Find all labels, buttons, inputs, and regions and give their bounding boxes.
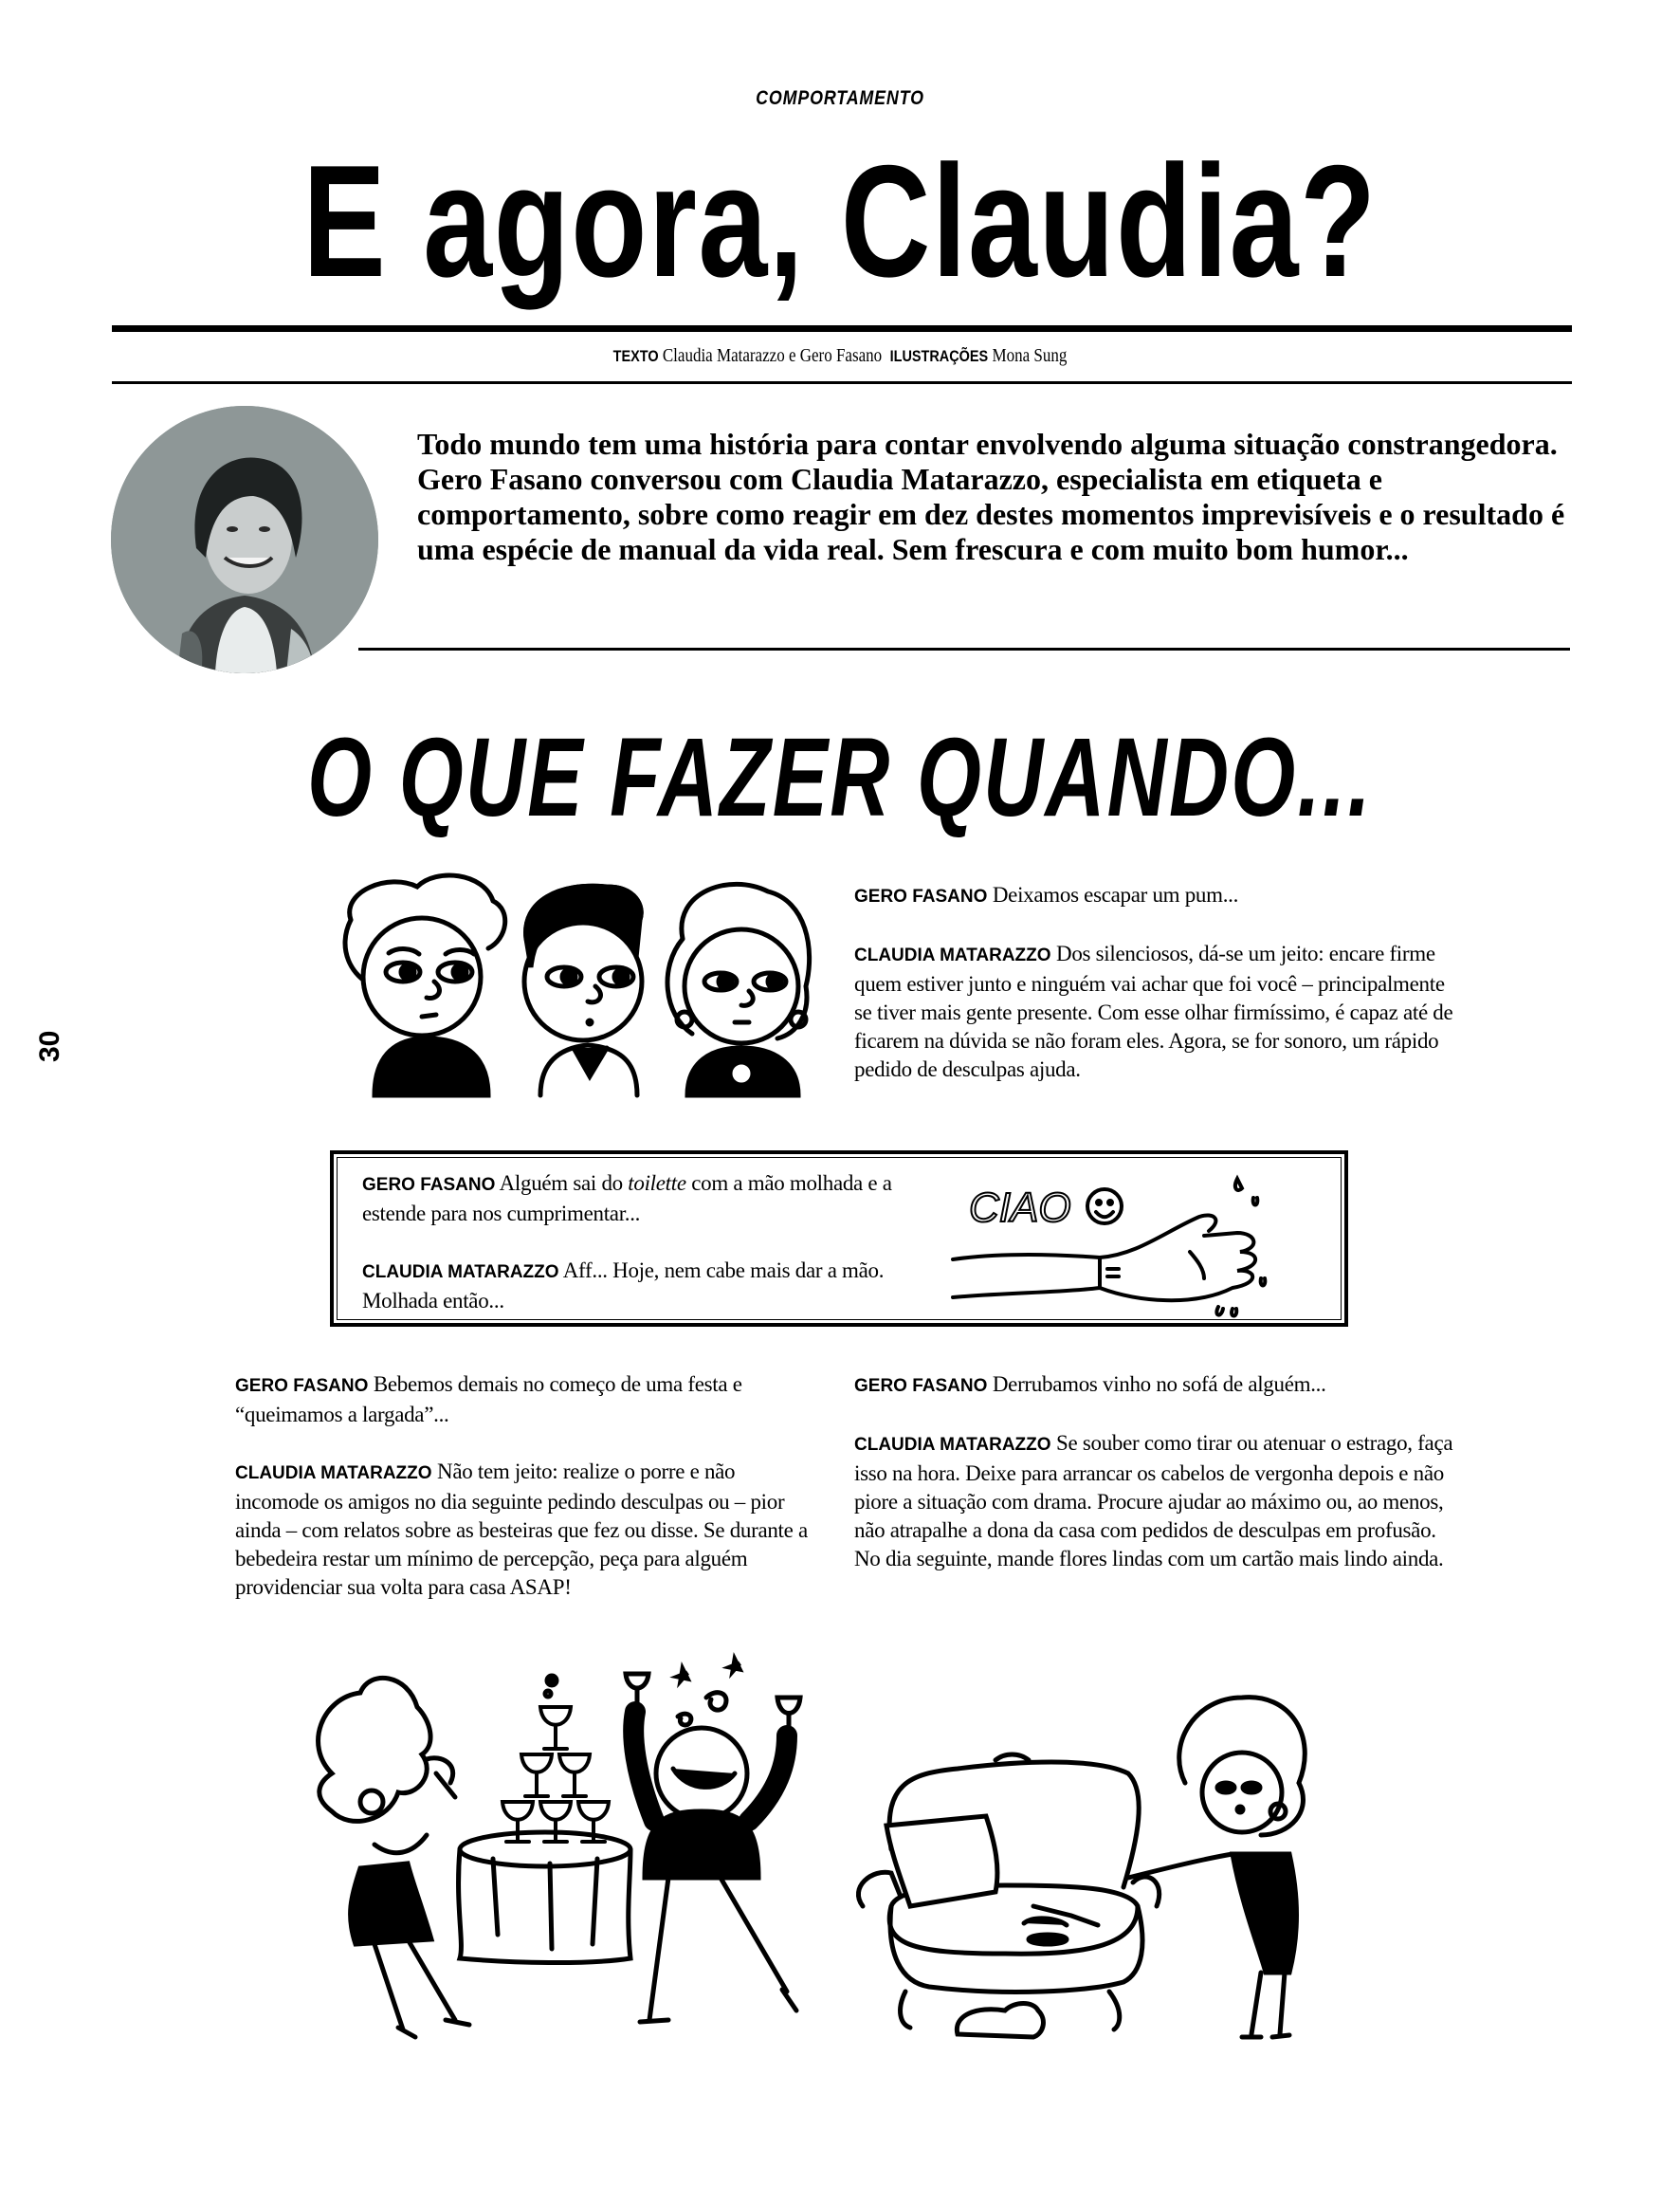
title-divider [112,325,1572,332]
answer-speaker: CLAUDIA MATARAZZO [854,1435,1051,1455]
party-drinking-illustration [303,1631,834,2058]
byline-illustration-label: ILUSTRAÇÕES [889,347,989,365]
qa-item-2 [362,1169,893,1344]
page-title: E agora, Claudia? [302,132,1378,310]
wet-hand-illustration [948,1165,1327,1321]
answer-text: Dos silenciosos, dá-se um jeito: encare firme quem estiver junto e ninguém vai achar que foi você – principalmente se tiver mais gente presente. Com esse olhar firmíssimo, é capaz até de ficarem na dúvida se não foram eles. Agora, se for sonoro, um rápido pedido de desculpas ajuda. [854,942,1453,1081]
answer-text: Não tem jeito: realize o porre e não incomode os amigos no dia seguinte pedindo desculpas ou – pior ainda – com relatos sobre as besteiras que fez ou disse. Se durante a bebedeira restar um mínimo de percepção, peça para alguém providenciar sua volta para casa ASAP! [235,1460,808,1599]
answer-speaker: CLAUDIA MATARAZZO [854,946,1051,965]
answer-speaker: CLAUDIA MATARAZZO [235,1463,432,1483]
answer-text: Aff... Hoje, nem cabe mais dar a mão. Molhada então... [362,1258,885,1313]
qa-item-3 [235,1370,823,1630]
qa-item-4 [854,1370,1461,1602]
question-speaker: GERO FASANO [235,1376,369,1396]
question-text: Deixamos escapar um pum... [992,883,1239,907]
question-text-italic: toilette [628,1171,686,1195]
byline-illustrator: Mona Sung [992,345,1068,366]
question-text-post: com a mão molhada e a estende para nos cumprimentar... [362,1171,892,1225]
intro-divider [358,648,1570,651]
byline-authors: Claudia Matarazzo e Gero Fasano [662,345,883,366]
question-speaker: GERO FASANO [854,1376,988,1396]
wine-spilled-sofa-illustration [844,1669,1356,2048]
byline-text-label: TEXTO [612,347,659,365]
section-label: COMPORTAMENTO [756,87,924,109]
qa-item-1 [854,881,1461,1112]
author-portrait [111,406,378,673]
ciao-caption: CIAO [969,1184,1071,1231]
section-heading: O QUE FAZER QUANDO... [307,715,1373,840]
answer-speaker: CLAUDIA MATARAZZO [362,1262,559,1282]
answer-text: Se souber como tirar ou atenuar o estrago, faça isso na hora. Deixe para arrancar os cabelos de vergonha depois e não piore a situação com drama. Procure ajudar ao máximo ou, ao menos, não atrapalhe a dona da casa com pedidos de desculpas em profusão. No dia seguinte, mande flores lindas com um cartão mais lindo ainda. [854,1431,1453,1570]
question-text: Bebemos demais no começo de uma festa e “queimamos a largada”... [235,1372,742,1426]
question-speaker: GERO FASANO [362,1175,496,1195]
question-text-pre: Alguém sai do [499,1171,629,1195]
three-people-illustration [332,863,825,1100]
intro-paragraph: Todo mundo tem uma história para contar envolvendo alguma situação constrangedora. Gero Fasano conversou com Claudia Matarazzo, especialista em etiqueta e comportamento, sobre como reagir em dez destes momentos imprevisíveis e o resultado é uma espécie de manual da vida real. Sem frescura e com muito bom humor... [417,427,1565,566]
byline-divider [112,381,1572,384]
page-number: 30 [34,1030,65,1062]
question-text: Derrubamos vinho no sofá de alguém... [992,1372,1326,1396]
byline [126,345,1554,367]
question-speaker: GERO FASANO [854,887,988,907]
